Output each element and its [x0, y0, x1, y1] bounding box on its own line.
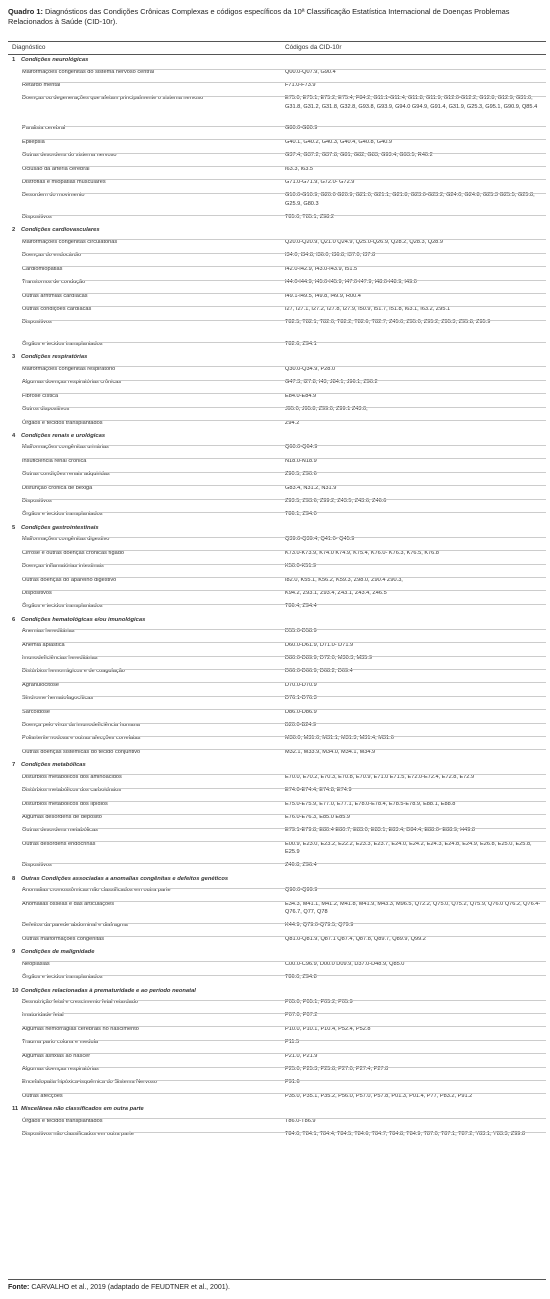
diagnosis-cell: Órgãos e tecidos transplantados: [22, 341, 103, 347]
diagnosis-cell: Paralisia cerebral: [22, 125, 66, 132]
codes-cell: G10.0-G10.9, G20.0 G20.9, G21.0, G21.1, G21.8, G23.0-G23.2, G24.0, G24.8, G25.3 G25.5, G25.8, G25.9, G80.3: [285, 192, 535, 207]
diagnosis-cell: Dispositivos não classificados em outra parte: [22, 1131, 134, 1138]
section-title: Condições de malignidade: [21, 949, 95, 956]
diagnosis-cell: Órgãos e tecidos transplantados: [22, 419, 103, 426]
diagnosis-cell: Cardiomiopatias: [22, 265, 63, 272]
diagnosis-cell: Órgãos e tecidos transplantados: [22, 511, 103, 518]
codes-cell: Z93.5, Z93.6, Z99.2, Z43.5, Z43.6, Z46.6: [285, 498, 387, 504]
codes-cell: P21.0, P21.9: [285, 1052, 318, 1059]
diagnosis-cell: Dispositivos: [22, 498, 52, 504]
section-title: Condições hematológicas e/ou imunológicas: [21, 616, 146, 623]
table-bottom-rule: [8, 1279, 546, 1280]
section-title: Condições cardiovasculares: [21, 227, 100, 234]
codes-cell: I82.0, K55.1, K56.2, K59.3, Z98.0, Z90.4 Z90.3,: [285, 576, 403, 583]
diagnosis-cell: Outras afecções: [22, 1092, 63, 1099]
codes-cell: I42.0-I42.9, I43.0-I43.9, I51.5: [285, 265, 358, 272]
codes-cell: D66.0-D66.9, D68.2, D69.4: [285, 668, 353, 675]
section-title: Condições neurológicas: [21, 57, 89, 63]
diagnosis-cell: Imunodeficiências hereditárias: [22, 655, 98, 661]
codes-cell: E84.0-E84.9: [285, 392, 317, 399]
section-number: 4: [12, 432, 16, 439]
codes-cell: G40.1, G40.2, G40.3, G40.4, G40.8, G40.9: [285, 138, 392, 145]
header-diagnosis: Diagnóstico: [12, 44, 46, 51]
codes-cell: Q60.0-Q64.9: [285, 444, 318, 451]
diagnosis-cell: Doenças ou degenerações que afetam principalmente o sistema nervoso: [22, 95, 204, 102]
diagnosis-cell: Distúrbios metabólicos dos lipídios: [22, 800, 108, 807]
codes-cell: G71.0-G71.9, G72.0- G72.9: [285, 178, 355, 185]
diagnosis-cell: Retardo mental: [22, 81, 61, 88]
codes-cell: T86.0, Z94.8: [285, 974, 317, 981]
codes-cell: Q20.0-Q20.9, Q21.0 Q24.9, Q25.0-Q26.9, Q28.2, Q28.3, Q28.9: [285, 238, 443, 245]
diagnosis-cell: Dispositivos: [22, 862, 52, 869]
section-number: 1: [12, 57, 16, 63]
diagnosis-cell: Anemias hereditárias: [22, 628, 75, 635]
header-codes: Códigos da CID-10r: [285, 44, 342, 51]
codes-cell: D55.0-D58.9: [285, 628, 317, 635]
codes-cell: P10.0, P10.1, P10.4, P52.4, P52.8: [285, 1025, 371, 1032]
codes-cell: P91.6: [285, 1079, 300, 1086]
section-title: Condições renais e urológicas: [21, 432, 106, 439]
section-title: Outras Condições associadas a anomalias congênitas e defeitos genéticos: [21, 875, 229, 882]
diagnosis-cell: Doença pelo vírus da imunodeficiência humana: [22, 722, 140, 728]
codes-cell: N18.0-N18.9: [285, 457, 317, 464]
diagnosis-cell: Fibrose cística: [22, 392, 59, 399]
diagnosis-cell: Distúrbios hemorrágicos e de coagulação: [22, 668, 125, 675]
codes-cell: E74.0-E74.4, E74.8, E74.9: [285, 787, 352, 794]
codes-cell: T82.5, T82.1, T82.0, T82.2, T82.6, T82.7, Z45.0, Z95.0, Z95.2, Z95.3, Z95.8, Z95.9: [285, 319, 491, 326]
codes-cell: P05.0, P05.1, P05.2, P05.9: [285, 999, 353, 1005]
diagnosis-cell: Órgãos e tecidos transplantados: [22, 974, 103, 981]
diagnosis-cell: Anomalias ósseas e das articulações: [22, 900, 115, 907]
codes-cell: T86.1, Z94.0: [285, 511, 317, 518]
diagnosis-cell: Sarcoidose: [22, 708, 50, 715]
codes-cell: E00.9, E23.0, E23.2, E22.2, E23.3, E23.7, E24.0, E24.2, E24.3, E24.8, E24.9, E26.8, E25.0, E25.8, E25.9: [285, 840, 532, 855]
codes-cell: J95.0, J95.8, Z99.0, Z99.1 Z43.0,: [285, 406, 368, 413]
diagnosis-cell: Malformações congênitas digestivo: [22, 536, 110, 543]
codes-cell: M30.0, M31.0, M31.1, M31.3, M31.4, M31.6: [285, 735, 394, 742]
diagnosis-cell: Desnutrição fetal e crescimento fetal retardado: [22, 999, 138, 1005]
diagnosis-cell: Anemia aplástica: [22, 641, 65, 648]
codes-cell: T86.4, Z94.4: [285, 603, 317, 610]
diagnosis-cell: Oclusão da artéria cerebral: [22, 165, 90, 172]
diagnosis-cell: Encefalopatia hipóxica-isquêmica do Sistema Nervoso: [22, 1079, 157, 1086]
diagnosis-cell: Outras malformações congênitas: [22, 935, 105, 942]
diagnosis-cell: Outras desordens metabólicas: [22, 827, 98, 834]
caption-text: Diagnósticos das Condições Crônicas Complexas e códigos específicos da 10ª Classificação Estatística Internacional de Doenças Problemas Relacionados à Saúde (CID-10r).: [8, 7, 510, 26]
codes-cell: E75.0-E75.9, E77.0, E77.1, E78.0-E78.4, E78.5-E78.9, E88.1, E88.8: [285, 800, 456, 807]
diagnosis-cell: Outras arritmias cardíacas: [22, 292, 88, 299]
codes-cell: K94.2, Z93.1, Z93.4, Z43.1, Z43.4, Z46.5: [285, 589, 387, 596]
codes-cell: G80.0-G80.9: [285, 125, 318, 132]
codes-cell: Q00.0-Q07.9, G90.4: [285, 68, 336, 75]
codes-cell: I34.0, I34.8, I36.0, I36.8, I37.0, I37.8: [285, 252, 376, 259]
diagnosis-cell: Outros dispositivos: [22, 406, 70, 413]
diagnosis-cell: Algumas desordens de depósito: [22, 813, 102, 820]
codes-cell: E75.0, E75.1, E75.2, E75.4, F84.2, G11.1-G11.4, G11.8, G11.9, G12.0-G12.2, G12.8, G12.9, G31.0, G31.8, G31.2, G31.8, G32.8, G93.8, G93.9, G94.0 G94.9, G91.4, G31.9, G25.3, G95.1, G90.9, Q85.4: [285, 95, 538, 110]
section-title: Miscelânea não classificados em outra parte: [21, 1106, 144, 1113]
section-number: 6: [12, 616, 16, 623]
table-header: [8, 41, 546, 55]
diagnosis-cell: Dispositivos: [22, 319, 52, 326]
codes-cell: Q30.0-Q34.9, P28.0: [285, 365, 336, 372]
codes-cell: Q39.0-Q39.4, Q41.0- Q45.9: [285, 536, 355, 543]
diagnosis-cell: Outras condições renais adquiridas: [22, 471, 110, 478]
diagnosis-cell: Neoplasias: [22, 960, 50, 967]
codes-cell: T85.0, T85.1, Z98.2: [285, 214, 335, 220]
codes-cell: I27, I27.1, I27.2, I27.8, I27.9, I50.9, I51.7, I51.8, I63.1, I63.2, Z95.1: [285, 305, 451, 312]
codes-cell: D80.0-D89.9, D72.0, M30.3, M35.9: [285, 655, 373, 661]
source-label: Fonte:: [8, 1284, 30, 1291]
diagnosis-cell: Transtornos de condução: [22, 279, 86, 286]
codes-cell: Q90.0-Q99.9: [285, 887, 318, 894]
diagnosis-cell: Malformações congênitas urinárias: [22, 444, 109, 451]
section-number: 9: [12, 949, 16, 956]
diagnosis-cell: Trauma parto coluna e medula: [22, 1039, 98, 1046]
diagnosis-cell: Algumas hemorragias cerebrais no nascimento: [22, 1025, 139, 1032]
diagnosis-cell: Outras doenças do aparelho digestivo: [22, 576, 117, 583]
section-number: 5: [12, 524, 16, 531]
section-number: 10: [12, 987, 19, 994]
codes-cell: I49.1-I49.5, I49.8, I49.9, R00.4: [285, 292, 361, 299]
codes-cell: F71.0-F73.9: [285, 81, 316, 88]
codes-cell: B20.0-B24.9: [285, 722, 317, 728]
diagnosis-cell: Órgãos e tecidos transplantados: [22, 1117, 103, 1124]
diagnosis-cell: Malformações congênitas do sistema nervoso central: [22, 68, 155, 75]
diagnosis-cell: Defeitos da parede abdominal e diafragma: [22, 922, 128, 929]
section-number: 8: [12, 875, 16, 882]
codes-cell: E76.0-E76.3, E85.0 E85.9: [285, 813, 350, 820]
diagnosis-cell: Desordem do movimento: [22, 192, 85, 199]
diagnosis-cell: Anomalias cromossômicas não classificados em outra parte: [22, 887, 171, 894]
codes-cell: E34.3, M41.1, M41.2, M41.8, M41.9, M43.3, M96.5, Q72.2, Q75.0, Q75.2, Q75.9, Q76.0 Q76.2, Q76.4-Q76.7, Q77, Q78: [285, 900, 541, 915]
codes-cell: T82.6, Z94.1: [285, 341, 317, 347]
diagnosis-cell: Cirrose e outras doenças crônicas fígado: [22, 549, 124, 556]
diagnosis-cell: Dispositivos: [22, 589, 52, 596]
diagnosis-cell: Doenças inflamatórias intestinais: [22, 563, 104, 570]
diagnosis-cell: Epilepsia: [22, 138, 45, 145]
diagnosis-cell: Outras desordens endócrinas: [22, 840, 96, 847]
diagnosis-cell: Outras condições cardíacas: [22, 305, 92, 312]
diagnosis-cell: Malformações congênitas circulatórias: [22, 238, 118, 245]
codes-cell: K50.0-K51.9: [285, 563, 317, 570]
diagnosis-cell: Outras desordens do sistema nervoso: [22, 152, 117, 159]
diagnosis-cell: Órgãos e tecidos transplantados: [22, 603, 103, 610]
codes-cell: P25.0, P25.3, P25.8, P27.0, P27.4, P27.8: [285, 1066, 389, 1072]
diagnosis-cell: Insuficiência renal crônica: [22, 457, 87, 464]
diagnosis-cell: Dispositivos: [22, 214, 52, 220]
codes-cell: G47.3, I27.8, I43, J84.1, J96.1, Z90.2: [285, 379, 378, 386]
codes-cell: K44.9, Q79.0-Q79.5, Q79.9: [285, 922, 354, 929]
diagnosis-cell: Distrofias e miopatias musculares: [22, 178, 106, 185]
codes-cell: K73.0-K73.9, K74.0 K74.9, K75.4, K76.0- K76.3, K76.5, K76.8: [285, 549, 439, 556]
section-title: Condições metabólicas: [21, 762, 86, 769]
diagnosis-cell: Algumas asfixias ao nascer: [22, 1052, 91, 1059]
diagnosis-cell: Algumas doenças respiratórias: [22, 1066, 99, 1072]
section-number: 11: [12, 1106, 19, 1113]
codes-cell: Z46.8, Z96.4: [285, 862, 317, 869]
diagnosis-cell: Imaturidade fetal: [22, 1012, 64, 1019]
diagnosis-cell: Distúrbios metabólicos dos carboidratos: [22, 787, 122, 794]
caption-label: Quadro 1:: [8, 7, 43, 16]
diagnosis-cell: Agranulocitose: [22, 681, 60, 688]
codes-cell: D70.0-D70.9: [285, 681, 317, 688]
diagnosis-cell: Poliarterite nodosa e outras afecções correlatas: [22, 735, 141, 742]
codes-cell: D60.0-D61.9, D71.0- D71.9: [285, 641, 354, 648]
diagnosis-cell: Malformações congênitas respiratório: [22, 365, 116, 372]
codes-cell: C00.0-C96.9, D00.0 D09.9, D37.0-D48.9, Q85.0: [285, 960, 405, 967]
codes-cell: E79.1-E79.8, E80.4 E80.7, E83.0, E83.1, E83.4, D84.4, E88.0- E88.9, H49.8: [285, 827, 476, 834]
codes-cell: P07.0, P07.2: [285, 1012, 318, 1019]
codes-cell: D86.0-D86.9: [285, 708, 317, 715]
codes-cell: G37.4, G37.2, G37.8, G81, G82, G83, G93.4, G93.5, R40.2: [285, 152, 433, 159]
source-text: CARVALHO et al., 2019 (adaptado de FEUDTNER et al., 2001).: [31, 1284, 230, 1291]
codes-cell: G83.4, N31.2, N31.9: [285, 484, 337, 491]
diagnosis-cell: Algumas doenças respiratórias crônicas: [22, 379, 122, 386]
section-number: 7: [12, 762, 16, 769]
codes-cell: M32.1, M33.9, M34.0, M34.1, M34.9: [285, 748, 376, 755]
codes-cell: T86.0-T86.9: [285, 1117, 316, 1124]
codes-cell: T84.0, T84.1, T84.4, T84.5, T84.6, T84.7, T84.8, T84.9, T87.0, T87.1, T87.2, Y83.1, Y83.3, Z99.8: [285, 1131, 526, 1138]
codes-cell: Q81.0-Q81.9, Q87.1 Q87.4, Q87.8, Q89.7, Q89.9, Q99.2: [285, 935, 426, 942]
section-title: Condições respiratórias: [21, 354, 88, 361]
codes-cell: D76.1-D76.3: [285, 695, 317, 702]
codes-cell: Z90.5, Z90.6: [285, 471, 317, 478]
diagnosis-cell: Outras doenças sistêmicas do tecido conjuntivo: [22, 748, 141, 755]
table-caption: [8, 7, 543, 27]
codes-cell: E70.0, E70.2, E70.3, E70.8, E70.9, E71.0 E71.5, E72.0-E72.4, E72.8, E72.9: [285, 773, 475, 780]
codes-cell: Z94.2: [285, 419, 300, 426]
diagnosis-cell: Síndrome hematofagocíticas: [22, 695, 94, 702]
section-title: Condições gastrointestinais: [21, 524, 99, 531]
source-note: [8, 1284, 230, 1291]
diagnosis-cell: Distúrbios metabólicos dos aminoácidos: [22, 773, 122, 780]
section-number: 3: [12, 354, 16, 361]
codes-cell: P35.0, P35.1, P35.2, P56.0, P57.0, P57.8, P01.3, P01.4, P77, P83.2, P91.2: [285, 1092, 473, 1099]
section-title: Condições relacionadas à prematuridade e ao período neonatal: [21, 987, 196, 994]
section-number: 2: [12, 227, 16, 234]
codes-cell: P11.5: [285, 1039, 300, 1046]
codes-cell: I63.3, I63.5: [285, 165, 313, 172]
diagnosis-cell: Doenças do endocárdio: [22, 252, 82, 259]
codes-cell: I44.0-I44.9, I45.0-I45.9, I47.0-I47.9, I48.0-I48.9, I49.0: [285, 279, 417, 286]
diagnosis-cell: Disfunção crônica de bexiga: [22, 484, 93, 491]
